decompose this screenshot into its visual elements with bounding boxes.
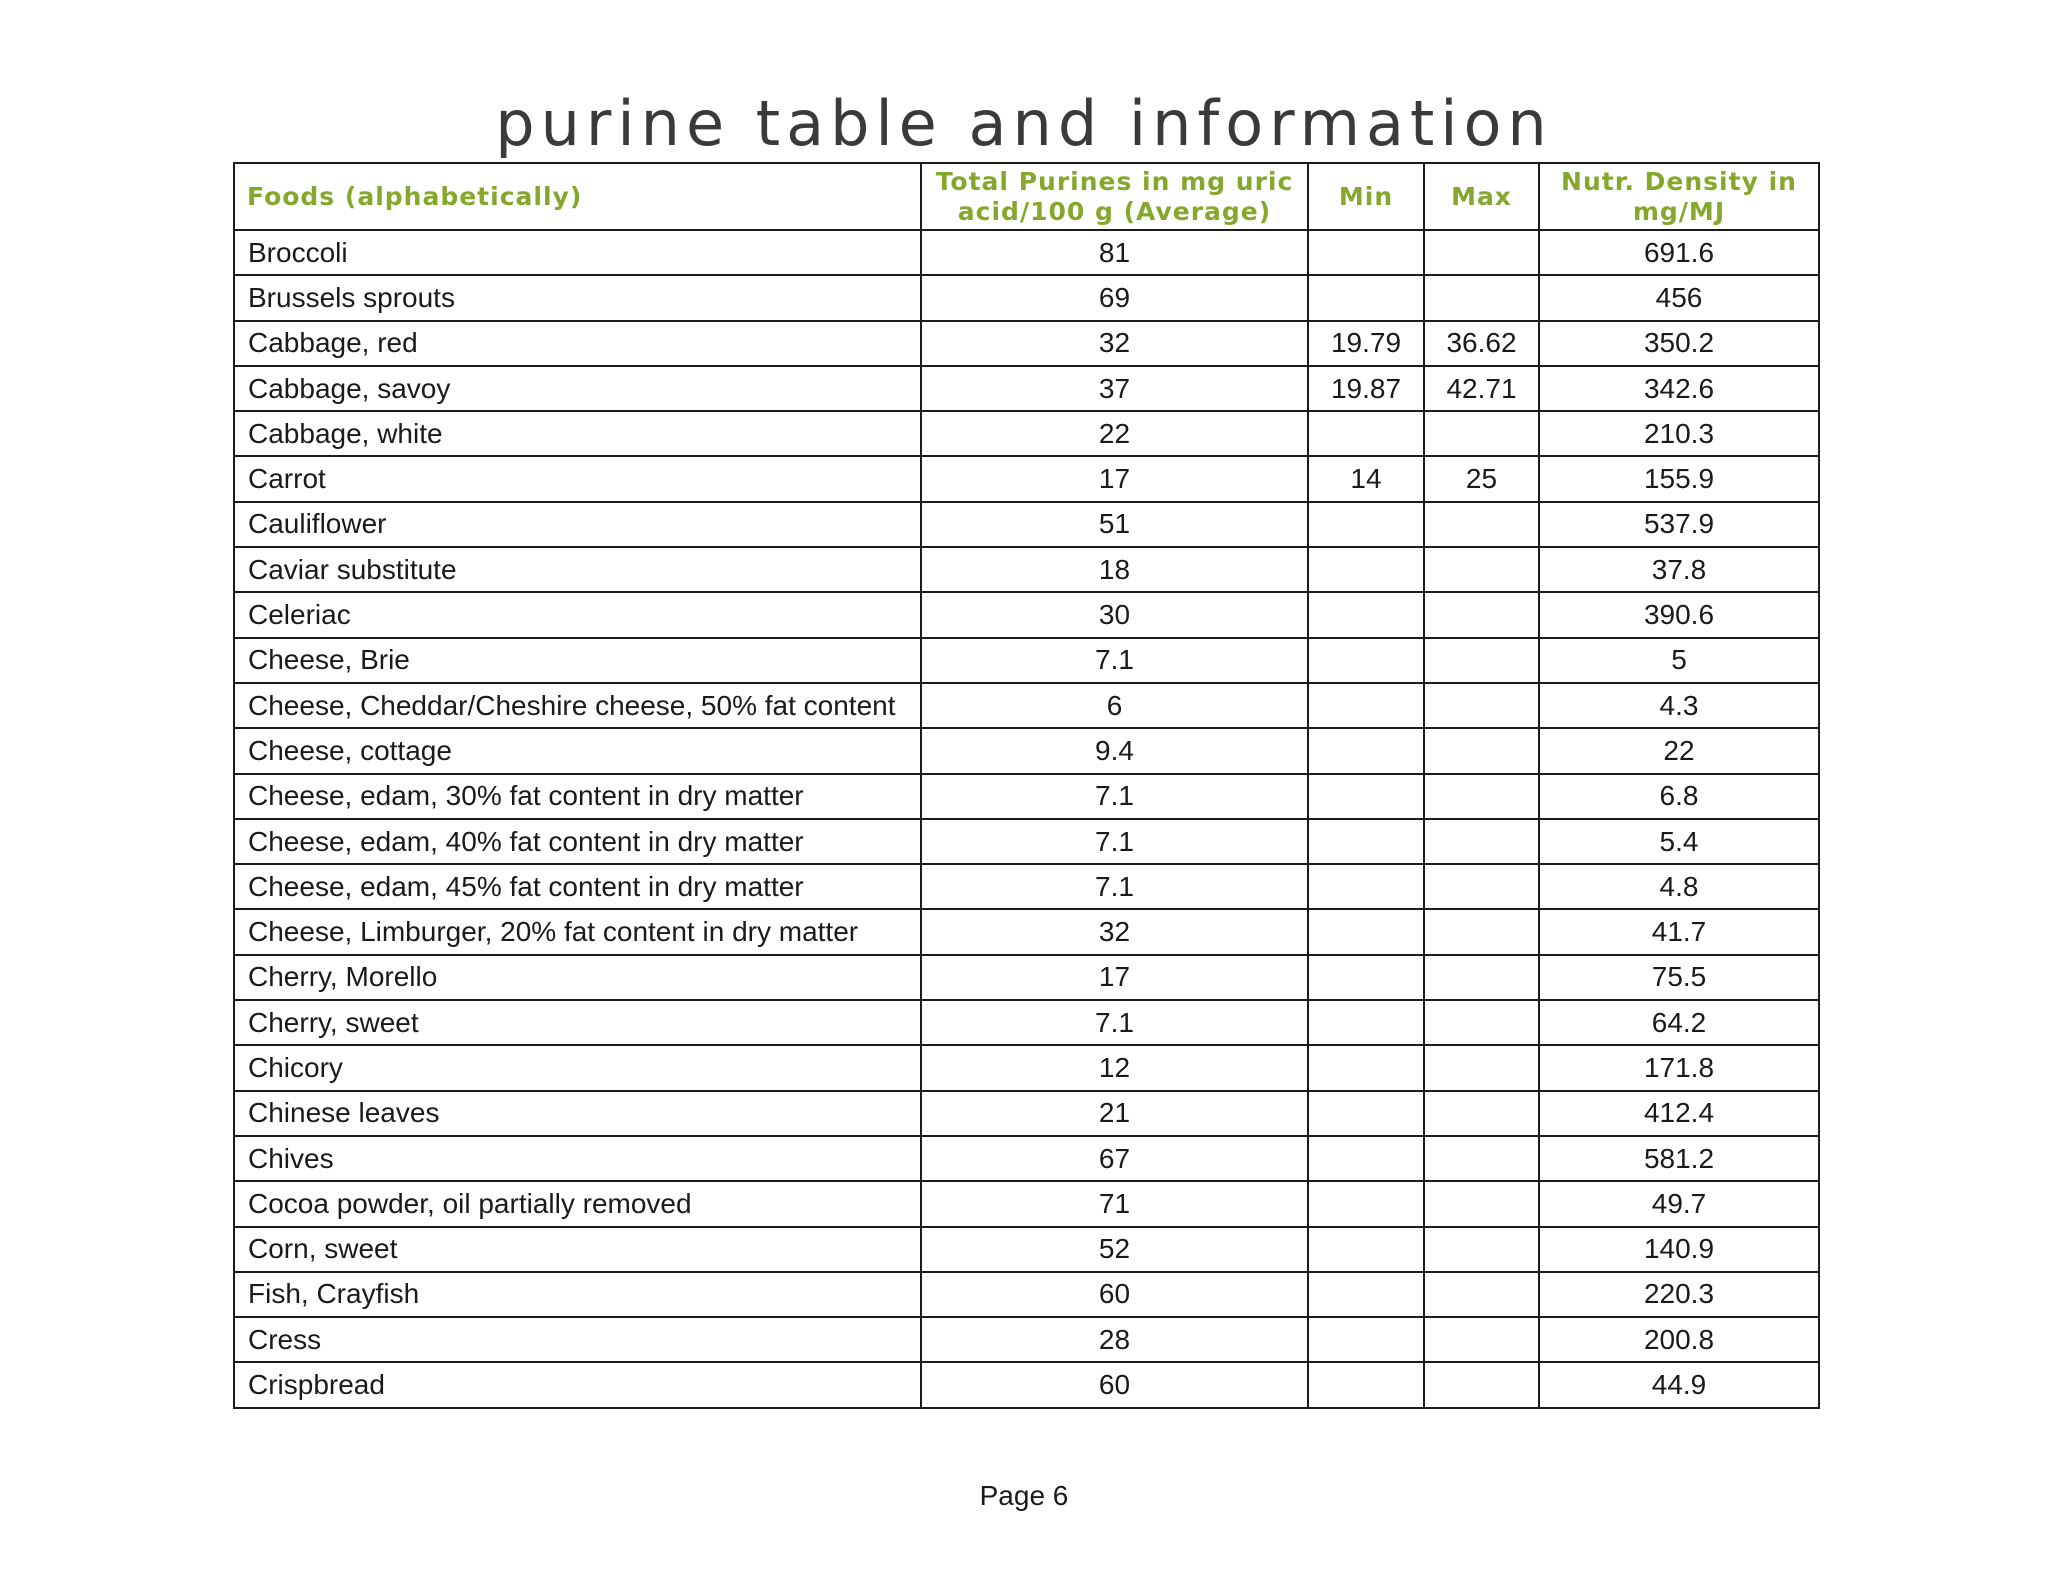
total-purines-cell: 67 xyxy=(921,1136,1308,1181)
density-cell: 37.8 xyxy=(1539,547,1819,592)
food-name-cell: Chinese leaves xyxy=(234,1091,921,1136)
min-cell xyxy=(1308,1272,1424,1317)
table-row xyxy=(234,1181,1819,1226)
table-row xyxy=(234,1272,1819,1317)
table-row xyxy=(234,1000,1819,1045)
food-name-cell: Cherry, Morello xyxy=(234,955,921,1000)
max-cell xyxy=(1424,909,1539,954)
food-name-cell: Cabbage, savoy xyxy=(234,366,921,411)
total-purines-cell: 7.1 xyxy=(921,638,1308,683)
table-row xyxy=(234,592,1819,637)
density-cell: 49.7 xyxy=(1539,1181,1819,1226)
density-cell: 390.6 xyxy=(1539,592,1819,637)
max-cell xyxy=(1424,1181,1539,1226)
max-cell xyxy=(1424,1362,1539,1407)
density-cell: 220.3 xyxy=(1539,1272,1819,1317)
table-row xyxy=(234,1136,1819,1181)
food-name-cell: Cheese, edam, 45% fat content in dry matter xyxy=(234,864,921,909)
max-cell xyxy=(1424,1227,1539,1272)
max-cell xyxy=(1424,547,1539,592)
density-cell: 456 xyxy=(1539,275,1819,320)
food-name-cell: Cabbage, red xyxy=(234,321,921,366)
min-cell: 14 xyxy=(1308,456,1424,501)
max-cell: 42.71 xyxy=(1424,366,1539,411)
table-row xyxy=(234,502,1819,547)
density-cell: 200.8 xyxy=(1539,1317,1819,1362)
total-purines-cell: 30 xyxy=(921,592,1308,637)
density-cell: 41.7 xyxy=(1539,909,1819,954)
header-total-purines: Total Purines in mg uric acid/100 g (Average) xyxy=(921,163,1308,230)
table-header xyxy=(234,163,1819,230)
table-row xyxy=(234,456,1819,501)
min-cell: 19.79 xyxy=(1308,321,1424,366)
min-cell xyxy=(1308,728,1424,773)
min-cell xyxy=(1308,683,1424,728)
table-row xyxy=(234,230,1819,275)
total-purines-cell: 60 xyxy=(921,1362,1308,1407)
food-name-cell: Crispbread xyxy=(234,1362,921,1407)
density-cell: 691.6 xyxy=(1539,230,1819,275)
max-cell xyxy=(1424,638,1539,683)
total-purines-cell: 60 xyxy=(921,1272,1308,1317)
total-purines-cell: 7.1 xyxy=(921,864,1308,909)
food-name-cell: Cocoa powder, oil partially removed xyxy=(234,1181,921,1226)
table-row xyxy=(234,411,1819,456)
density-cell: 6.8 xyxy=(1539,774,1819,819)
min-cell xyxy=(1308,955,1424,1000)
density-cell: 4.8 xyxy=(1539,864,1819,909)
food-name-cell: Cheese, edam, 40% fat content in dry matter xyxy=(234,819,921,864)
min-cell xyxy=(1308,774,1424,819)
total-purines-cell: 21 xyxy=(921,1091,1308,1136)
table-row xyxy=(234,909,1819,954)
food-name-cell: Carrot xyxy=(234,456,921,501)
total-purines-cell: 18 xyxy=(921,547,1308,592)
max-cell xyxy=(1424,728,1539,773)
density-cell: 5.4 xyxy=(1539,819,1819,864)
header-food: Foods (alphabetically) xyxy=(234,163,921,230)
total-purines-cell: 17 xyxy=(921,456,1308,501)
min-cell xyxy=(1308,819,1424,864)
density-cell: 155.9 xyxy=(1539,456,1819,501)
max-cell xyxy=(1424,275,1539,320)
header-density: Nutr. Density in mg/MJ xyxy=(1539,163,1819,230)
table-row xyxy=(234,864,1819,909)
min-cell xyxy=(1308,411,1424,456)
min-cell xyxy=(1308,1362,1424,1407)
max-cell xyxy=(1424,1317,1539,1362)
table-row xyxy=(234,1227,1819,1272)
min-cell xyxy=(1308,547,1424,592)
max-cell xyxy=(1424,1091,1539,1136)
total-purines-cell: 7.1 xyxy=(921,1000,1308,1045)
max-cell xyxy=(1424,1045,1539,1090)
total-purines-cell: 32 xyxy=(921,909,1308,954)
table-row xyxy=(234,774,1819,819)
density-cell: 140.9 xyxy=(1539,1227,1819,1272)
food-name-cell: Corn, sweet xyxy=(234,1227,921,1272)
min-cell xyxy=(1308,1227,1424,1272)
density-cell: 4.3 xyxy=(1539,683,1819,728)
food-name-cell: Cabbage, white xyxy=(234,411,921,456)
table-row xyxy=(234,366,1819,411)
table-row xyxy=(234,547,1819,592)
max-cell xyxy=(1424,864,1539,909)
max-cell xyxy=(1424,411,1539,456)
food-name-cell: Cauliflower xyxy=(234,502,921,547)
table-row xyxy=(234,819,1819,864)
max-cell xyxy=(1424,230,1539,275)
total-purines-cell: 71 xyxy=(921,1181,1308,1226)
total-purines-cell: 51 xyxy=(921,502,1308,547)
max-cell xyxy=(1424,1272,1539,1317)
max-cell xyxy=(1424,955,1539,1000)
table-body xyxy=(234,230,1819,1408)
total-purines-cell: 52 xyxy=(921,1227,1308,1272)
max-cell xyxy=(1424,683,1539,728)
min-cell xyxy=(1308,864,1424,909)
total-purines-cell: 6 xyxy=(921,683,1308,728)
density-cell: 75.5 xyxy=(1539,955,1819,1000)
total-purines-cell: 17 xyxy=(921,955,1308,1000)
total-purines-cell: 9.4 xyxy=(921,728,1308,773)
density-cell: 537.9 xyxy=(1539,502,1819,547)
total-purines-cell: 32 xyxy=(921,321,1308,366)
min-cell xyxy=(1308,909,1424,954)
table-row xyxy=(234,321,1819,366)
table-row xyxy=(234,1362,1819,1407)
max-cell xyxy=(1424,774,1539,819)
density-cell: 350.2 xyxy=(1539,321,1819,366)
density-cell: 5 xyxy=(1539,638,1819,683)
min-cell xyxy=(1308,1000,1424,1045)
table-header-row xyxy=(234,163,1819,230)
food-name-cell: Cheese, Brie xyxy=(234,638,921,683)
min-cell xyxy=(1308,638,1424,683)
max-cell: 36.62 xyxy=(1424,321,1539,366)
food-name-cell: Caviar substitute xyxy=(234,547,921,592)
total-purines-cell: 7.1 xyxy=(921,774,1308,819)
max-cell xyxy=(1424,592,1539,637)
min-cell: 19.87 xyxy=(1308,366,1424,411)
density-cell: 581.2 xyxy=(1539,1136,1819,1181)
table-row xyxy=(234,1045,1819,1090)
min-cell xyxy=(1308,1181,1424,1226)
total-purines-cell: 22 xyxy=(921,411,1308,456)
density-cell: 44.9 xyxy=(1539,1362,1819,1407)
food-name-cell: Celeriac xyxy=(234,592,921,637)
page-number: Page 6 xyxy=(979,1480,1069,1511)
max-cell xyxy=(1424,1136,1539,1181)
density-cell: 210.3 xyxy=(1539,411,1819,456)
min-cell xyxy=(1308,1317,1424,1362)
min-cell xyxy=(1308,1045,1424,1090)
min-cell xyxy=(1308,230,1424,275)
food-name-cell: Cheese, Cheddar/Cheshire cheese, 50% fat content xyxy=(234,683,921,728)
total-purines-cell: 81 xyxy=(921,230,1308,275)
min-cell xyxy=(1308,1136,1424,1181)
min-cell xyxy=(1308,502,1424,547)
food-name-cell: Cheese, Limburger, 20% fat content in dry matter xyxy=(234,909,921,954)
max-cell xyxy=(1424,1000,1539,1045)
purine-table xyxy=(233,162,1820,1409)
total-purines-cell: 12 xyxy=(921,1045,1308,1090)
food-name-cell: Chicory xyxy=(234,1045,921,1090)
table-row xyxy=(234,728,1819,773)
density-cell: 412.4 xyxy=(1539,1091,1819,1136)
table-row xyxy=(234,275,1819,320)
min-cell xyxy=(1308,592,1424,637)
min-cell xyxy=(1308,1091,1424,1136)
density-cell: 342.6 xyxy=(1539,366,1819,411)
page-title: purine table and information xyxy=(495,87,1553,160)
food-name-cell: Cheese, edam, 30% fat content in dry matter xyxy=(234,774,921,819)
max-cell xyxy=(1424,502,1539,547)
food-name-cell: Chives xyxy=(234,1136,921,1181)
total-purines-cell: 7.1 xyxy=(921,819,1308,864)
density-cell: 64.2 xyxy=(1539,1000,1819,1045)
table-row xyxy=(234,683,1819,728)
min-cell xyxy=(1308,275,1424,320)
table-row xyxy=(234,955,1819,1000)
food-name-cell: Cherry, sweet xyxy=(234,1000,921,1045)
header-max: Max xyxy=(1424,163,1539,230)
food-name-cell: Brussels sprouts xyxy=(234,275,921,320)
max-cell: 25 xyxy=(1424,456,1539,501)
max-cell xyxy=(1424,819,1539,864)
total-purines-cell: 37 xyxy=(921,366,1308,411)
total-purines-cell: 28 xyxy=(921,1317,1308,1362)
food-name-cell: Broccoli xyxy=(234,230,921,275)
table-row xyxy=(234,1317,1819,1362)
food-name-cell: Cress xyxy=(234,1317,921,1362)
density-cell: 171.8 xyxy=(1539,1045,1819,1090)
total-purines-cell: 69 xyxy=(921,275,1308,320)
food-name-cell: Fish, Crayfish xyxy=(234,1272,921,1317)
table-row xyxy=(234,638,1819,683)
table-row xyxy=(234,1091,1819,1136)
header-min: Min xyxy=(1308,163,1424,230)
density-cell: 22 xyxy=(1539,728,1819,773)
food-name-cell: Cheese, cottage xyxy=(234,728,921,773)
